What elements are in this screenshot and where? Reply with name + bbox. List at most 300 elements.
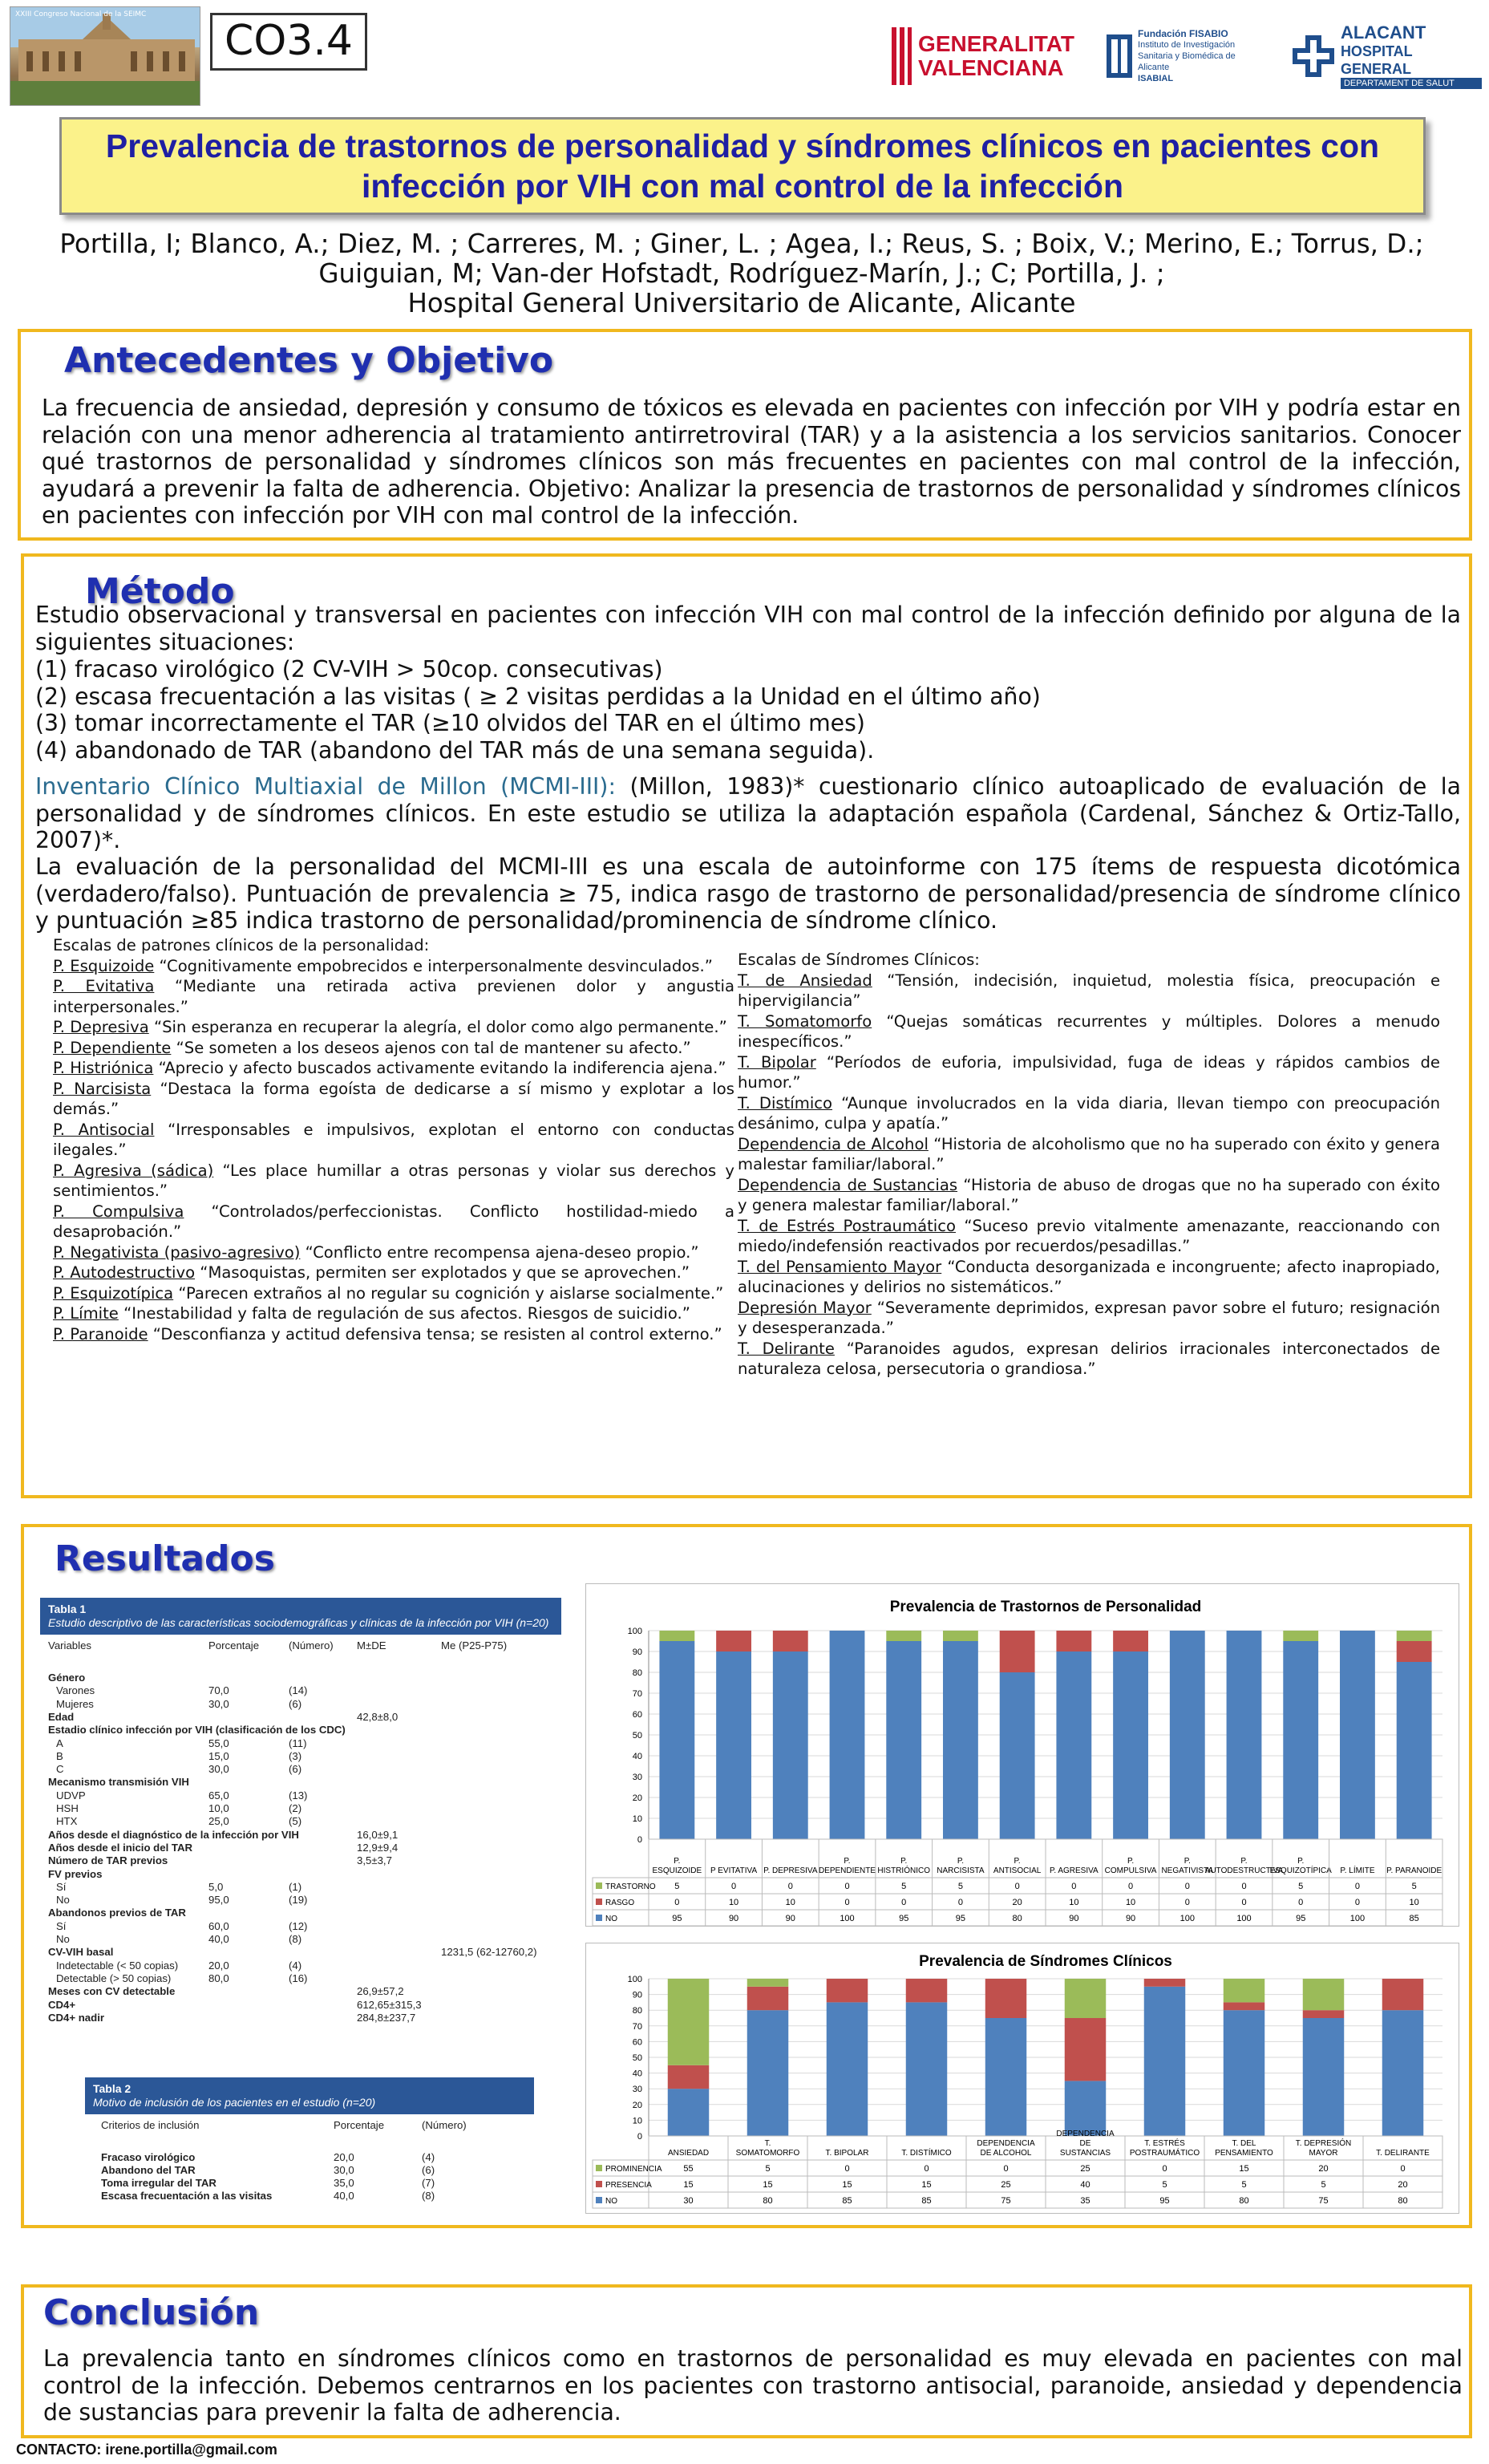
personality-scale-item bbox=[53, 1262, 734, 1283]
table-cell: (13) bbox=[289, 1789, 308, 1801]
table-cell: 5,0 bbox=[208, 1880, 224, 1893]
syndrome-scale-item bbox=[738, 1011, 1440, 1052]
data-label: 0 bbox=[1128, 1882, 1134, 1891]
bar-segment-presencia bbox=[1144, 1979, 1185, 1987]
table-cell: (4) bbox=[289, 1959, 302, 1972]
personality-scale-name: P. Esquizoide bbox=[53, 956, 155, 975]
bar-segment-presencia bbox=[1382, 1979, 1423, 2010]
syndrome-scale-name: Dependencia de Sustancias bbox=[738, 1175, 958, 1194]
table-cell: 80,0 bbox=[208, 1972, 229, 1984]
data-label: 15 bbox=[842, 2180, 852, 2190]
table-header-cell: Porcentaje bbox=[334, 2119, 385, 2131]
syndrome-scale-name: T. Somatomorfo bbox=[738, 1011, 872, 1031]
y-tick-label: 50 bbox=[632, 1731, 642, 1741]
bar-segment-no bbox=[1065, 2081, 1106, 2136]
author-block bbox=[32, 229, 1451, 318]
table-cell: Mecanismo transmisión VIH bbox=[48, 1776, 189, 1789]
bar-segment-no bbox=[1303, 2018, 1344, 2136]
data-label: 20 bbox=[1012, 1898, 1022, 1907]
data-label: 85 bbox=[921, 2196, 932, 2206]
table-cell: (4) bbox=[422, 2151, 435, 2163]
data-label: 0 bbox=[1241, 1882, 1247, 1891]
personality-scale-item bbox=[53, 1038, 734, 1059]
y-tick-label: 100 bbox=[627, 1975, 642, 1984]
category-label: ESQUIZOIDE bbox=[652, 1866, 702, 1875]
personality-scale-desc: “Aprecio y afecto buscados activamente evitando la indiferencia ajena.” bbox=[153, 1059, 726, 1077]
table-cell: 3,5±3,7 bbox=[357, 1854, 392, 1867]
personality-scale-name: P. Histriónica bbox=[53, 1059, 154, 1077]
personality-scale-name: P. Antisocial bbox=[53, 1120, 155, 1139]
bar-segment-no bbox=[943, 1641, 978, 1839]
table-cell: (8) bbox=[422, 2190, 435, 2202]
table-cell: 20,0 bbox=[334, 2151, 354, 2163]
table-cell: No bbox=[56, 1933, 70, 1945]
y-tick-label: 50 bbox=[632, 2053, 642, 2063]
y-tick-label: 10 bbox=[632, 1814, 642, 1824]
data-label: 90 bbox=[1125, 1914, 1136, 1923]
personality-scale-name: P. Compulsiva bbox=[53, 1202, 184, 1221]
legend-swatch bbox=[596, 1882, 602, 1889]
metodo-section bbox=[21, 553, 1472, 1498]
table-cell: 612,65±315,3 bbox=[357, 1998, 422, 2011]
table-cell: Escasa frecuentación a las visitas bbox=[101, 2190, 273, 2202]
isabial-line1: Fundación FISABIO bbox=[1138, 28, 1228, 39]
bar-segment-no bbox=[906, 2002, 947, 2136]
syndrome-scale-desc: “Tensión, indecisión, inquietud, molestia física, preocupación e hipervigilancia” bbox=[738, 971, 1440, 1010]
syndrome-scale-name: Dependencia de Alcohol bbox=[738, 1134, 929, 1153]
data-label: 0 bbox=[957, 1898, 963, 1907]
table-cell: (7) bbox=[422, 2177, 435, 2189]
resultados-section bbox=[21, 1524, 1472, 2228]
data-label: 0 bbox=[1003, 2164, 1009, 2174]
data-label: 5 bbox=[1241, 2180, 1247, 2190]
table-row bbox=[593, 2192, 1442, 2208]
data-label: 10 bbox=[728, 1898, 739, 1907]
table-cell: CV-VIH basal bbox=[48, 1946, 114, 1959]
data-label: 55 bbox=[683, 2164, 694, 2174]
table-header-cell: (Número) bbox=[422, 2119, 467, 2131]
table-cell: 25,0 bbox=[208, 1815, 229, 1828]
tabla1-title: Tabla 1 bbox=[48, 1603, 87, 1615]
y-tick-label: 0 bbox=[637, 1835, 642, 1845]
personality-scale-name: P. Límite bbox=[53, 1304, 119, 1323]
data-label: 80 bbox=[1012, 1914, 1022, 1923]
data-label: 15 bbox=[763, 2180, 773, 2190]
table-cell: Meses con CV detectable bbox=[48, 1985, 176, 1998]
category-label: P. DEPRESIVA bbox=[763, 1866, 818, 1875]
criterion-item: (3) tomar incorrectamente el TAR (≥10 olvidos del TAR en el último mes) bbox=[35, 710, 865, 736]
y-tick-label: 60 bbox=[632, 1710, 642, 1720]
category-label: P. bbox=[900, 1857, 908, 1866]
personality-scale-name: P. Narcisista bbox=[53, 1079, 152, 1098]
data-label: 5 bbox=[765, 2164, 771, 2174]
data-label: 95 bbox=[1296, 1914, 1306, 1923]
category-label: P. bbox=[1127, 1857, 1135, 1866]
bar-segment-presencia bbox=[1303, 2010, 1344, 2018]
bar-segment-no bbox=[1397, 1662, 1432, 1839]
hospital-cross-icon bbox=[1289, 32, 1336, 80]
gva-line2: VALENCIANA bbox=[918, 55, 1064, 80]
table-cell: Sí bbox=[56, 1919, 67, 1932]
category-label: SUSTANCIAS bbox=[1059, 2149, 1111, 2158]
tabla1-subtitle: Estudio descriptivo de las características sociodemográficas y clínicas de la infección por VIH (n=20) bbox=[48, 1616, 549, 1629]
y-tick-label: 60 bbox=[632, 2037, 642, 2048]
syndrome-scale-item bbox=[738, 1339, 1440, 1380]
table-cell: 26,9±57,2 bbox=[357, 1985, 404, 1998]
bar-segment-presencia bbox=[1224, 2002, 1264, 2010]
bar-segment-prominencia bbox=[1303, 1979, 1344, 2010]
hga-line2: HOSPITAL GENERAL bbox=[1340, 43, 1413, 77]
data-label: 0 bbox=[787, 1882, 793, 1891]
category-label: T. DEL bbox=[1232, 2139, 1256, 2148]
isabial-logo bbox=[1105, 18, 1265, 95]
table-cell: No bbox=[56, 1894, 70, 1907]
data-label: 0 bbox=[901, 1898, 907, 1907]
poster-title: Prevalencia de trastornos de personalidad y síndromes clínicos en pacientes con infección por VIH con mal control de la infección bbox=[105, 128, 1380, 205]
personality-chart-svg bbox=[586, 1584, 1459, 1926]
table-cell: Toma irregular del TAR bbox=[101, 2177, 216, 2189]
syndrome-scales bbox=[738, 950, 1440, 1380]
y-tick-label: 80 bbox=[632, 2006, 642, 2016]
data-label: 0 bbox=[1354, 1882, 1360, 1891]
category-label: P. bbox=[844, 1857, 851, 1866]
data-label: 5 bbox=[957, 1882, 963, 1891]
table-cell: 95,0 bbox=[208, 1894, 229, 1907]
table-cell: Estadio clínico infección por VIH (clasificación de los CDC) bbox=[48, 1724, 346, 1737]
personality-scale-desc: “Masoquistas, permiten ser explotados y que se aprovechen.” bbox=[195, 1263, 690, 1282]
personality-scale-name: P. Paranoide bbox=[53, 1324, 148, 1343]
resultados-heading: Resultados bbox=[55, 1538, 275, 1579]
y-tick-label: 20 bbox=[632, 2100, 642, 2110]
y-tick-label: 40 bbox=[632, 1752, 642, 1761]
table-cell: 30,0 bbox=[208, 1763, 229, 1776]
table-cell: 15,0 bbox=[208, 1749, 229, 1762]
category-label: P. AGRESIVA bbox=[1049, 1866, 1099, 1875]
legend-swatch bbox=[596, 2165, 602, 2171]
bar-segment-rasgo bbox=[773, 1631, 808, 1651]
personality-scale-name: P. Autodestructivo bbox=[53, 1263, 196, 1282]
bar-segment-no bbox=[1056, 1651, 1091, 1839]
personality-scale-desc: “Conflicto entre recompensa ajena-deseo propio.” bbox=[300, 1242, 699, 1262]
personality-scale-desc: “Les place humillar a otras personas y violar sus derechos y sentimientos.” bbox=[53, 1161, 735, 1200]
category-label: P. bbox=[1240, 1857, 1248, 1866]
data-label: 0 bbox=[1071, 1882, 1077, 1891]
data-label: 85 bbox=[842, 2196, 852, 2206]
syndrome-scale-item bbox=[738, 1175, 1440, 1216]
personality-scale-item bbox=[53, 1120, 734, 1161]
data-label: 0 bbox=[1298, 1898, 1304, 1907]
data-label: 0 bbox=[1014, 1882, 1020, 1891]
legend-label: NO bbox=[605, 2197, 617, 2206]
category-label: HISTRIÓNICO bbox=[877, 1866, 930, 1875]
table-header-cell: M±DE bbox=[357, 1639, 386, 1651]
personality-scale-desc: “Desconfianza y actitud defensiva tensa; se resisten al control externo.” bbox=[148, 1324, 722, 1343]
data-label: 0 bbox=[1162, 2164, 1167, 2174]
table-cell: (6) bbox=[289, 1697, 302, 1710]
legend-swatch bbox=[596, 1899, 602, 1905]
syndrome-scale-item bbox=[738, 971, 1440, 1011]
syndrome-scale-desc: “Historia de abuso de drogas que no ha superado con éxito y genera malestar familiar/laboral.” bbox=[738, 1175, 1440, 1214]
data-label: 30 bbox=[683, 2196, 694, 2206]
table-cell: 20,0 bbox=[208, 1959, 229, 1972]
data-label: 90 bbox=[1069, 1914, 1079, 1923]
isabial-line4: ISABIAL bbox=[1138, 74, 1174, 83]
table-cell: (2) bbox=[289, 1802, 302, 1814]
table-cell: CD4+ bbox=[48, 1998, 76, 2011]
personality-scales bbox=[53, 935, 734, 1344]
table-cell: Abandono del TAR bbox=[101, 2164, 196, 2176]
syndrome-scale-item bbox=[738, 1298, 1440, 1339]
data-label: 0 bbox=[1184, 1882, 1190, 1891]
y-tick-label: 100 bbox=[627, 1627, 642, 1636]
category-label: ESQUIZOTÍPICA bbox=[1269, 1866, 1332, 1875]
table-header-cell: Porcentaje bbox=[208, 1639, 260, 1651]
syndrome-scale-name: T. Distímico bbox=[738, 1093, 833, 1112]
bar-segment-prominencia bbox=[668, 1979, 709, 2065]
table-cell: (5) bbox=[289, 1815, 302, 1828]
table-cell: (6) bbox=[289, 1763, 302, 1776]
gva-emblem-icon bbox=[888, 24, 912, 88]
syndrome-scale-item bbox=[738, 1134, 1440, 1175]
y-tick-label: 90 bbox=[632, 1647, 642, 1657]
syndrome-scale-name: Depresión Mayor bbox=[738, 1298, 872, 1317]
table-cell: Edad bbox=[48, 1710, 75, 1723]
personality-scale-item bbox=[53, 1283, 734, 1304]
bar-segment-no bbox=[1283, 1641, 1318, 1839]
personality-scale-desc: “Inestabilidad y falta de regulación de sus afectos. Riesgos de suicidio.” bbox=[118, 1304, 690, 1323]
data-label: 10 bbox=[1069, 1898, 1079, 1907]
tabla2-subtitle: Motivo de inclusión de los pacientes en el estudio (n=20) bbox=[93, 2096, 376, 2109]
table-cell: 60,0 bbox=[208, 1919, 229, 1932]
bar-segment-rasgo bbox=[1113, 1631, 1148, 1651]
data-label: 15 bbox=[1239, 2164, 1249, 2174]
data-label: 0 bbox=[844, 1898, 850, 1907]
data-label: 5 bbox=[901, 1882, 907, 1891]
author-list: Portilla, I; Blanco, A.; Diez, M. ; Carreres, M. ; Giner, L. ; Agea, I.; Reus, S. ; Boix, V.; Merino, E.; Torrus, D.; Guiguian, M; Van-der Hofstadt, Rodríguez-Marín, J.; C; Portilla, J. ; bbox=[59, 229, 1424, 289]
table-cell: Detectable (> 50 copias) bbox=[56, 1972, 172, 1984]
metodo-intro: Estudio observacional y transversal en pacientes con infección VIH con mal control de la infección definido por alguna de la siguientes situaciones: bbox=[35, 602, 1461, 655]
category-label: MAYOR bbox=[1309, 2149, 1338, 2158]
table-cell: (12) bbox=[289, 1919, 308, 1932]
table-header-cell: Variables bbox=[48, 1639, 91, 1651]
bar-segment-no bbox=[659, 1641, 694, 1839]
category-label: NEGATIVISTA bbox=[1161, 1866, 1214, 1875]
table-cell: 16,0±9,1 bbox=[357, 1828, 399, 1841]
bar-segment-prominencia bbox=[1065, 1979, 1106, 2018]
category-label: P. bbox=[1014, 1857, 1021, 1866]
data-label: 0 bbox=[844, 1882, 850, 1891]
bar-segment-trastorno bbox=[1283, 1631, 1318, 1641]
data-label: 0 bbox=[1400, 2164, 1406, 2174]
bar-segment-no bbox=[985, 2018, 1026, 2136]
personality-scale-desc: “Mediante una retirada activa previenen dolor y angustia interpersonales.” bbox=[53, 977, 734, 1016]
bar-segment-no bbox=[886, 1641, 921, 1839]
category-label: P. PARANOIDE bbox=[1386, 1866, 1442, 1875]
table-cell: Indetectable (< 50 copias) bbox=[56, 1959, 179, 1972]
personality-scale-desc: “Sin esperanza en recuperar la alegría, el dolor como algo permanente.” bbox=[148, 1018, 727, 1036]
bar-segment-no bbox=[1144, 1987, 1185, 2136]
personality-scale-item bbox=[53, 1017, 734, 1038]
category-label: P. bbox=[674, 1857, 681, 1866]
syndrome-scale-item bbox=[738, 1093, 1440, 1134]
data-label: 95 bbox=[672, 1914, 682, 1923]
data-label: 100 bbox=[1179, 1914, 1195, 1923]
criteria-list bbox=[35, 656, 1461, 764]
data-label: 35 bbox=[1080, 2196, 1090, 2206]
table-cell: Abandonos previos de TAR bbox=[48, 1907, 186, 1919]
conclusion-heading: Conclusión bbox=[43, 2292, 260, 2333]
generalitat-logo bbox=[888, 18, 1074, 95]
contact-email[interactable]: CONTACTO: irene.portilla@gmail.com bbox=[16, 2442, 277, 2458]
evaluation-paragraph: La evaluación de la personalidad del MCMI-III es una escala de autoinforme con 175 ítems de respuesta dicotómica (verdadero/falso). Puntuación de prevalencia ≥ 75, indica rasgo de trastorno de personalidad/presencia de síndrome clínico y puntuación ≥85 indica trastorno de personalidad/prominencia de síndrome clínico. bbox=[35, 853, 1461, 934]
table-cell: 40,0 bbox=[208, 1933, 229, 1945]
category-label: T. DEPRESIÓN bbox=[1295, 2139, 1352, 2148]
data-label: 15 bbox=[683, 2180, 694, 2190]
bar-segment-no bbox=[747, 2010, 788, 2136]
table-cell: Mujeres bbox=[56, 1697, 94, 1710]
category-label: AUTODESTRUCTIVA bbox=[1204, 1866, 1284, 1875]
table-cell: 42,8±8,0 bbox=[357, 1710, 399, 1723]
syndrome-scale-desc: “Paranoides agudos, expresan delirios irracionales interconectados de naturaleza celosa, persecutoria o grandiosa.” bbox=[738, 1339, 1441, 1378]
data-label: 5 bbox=[1162, 2180, 1167, 2190]
category-label: DEPENDIENTE bbox=[818, 1866, 876, 1875]
data-label: 75 bbox=[1001, 2196, 1011, 2206]
table-cell: (6) bbox=[422, 2164, 435, 2176]
data-label: 100 bbox=[1236, 1914, 1252, 1923]
syndrome-scale-name: T. del Pensamiento Mayor bbox=[738, 1257, 942, 1276]
data-label: 5 bbox=[1411, 1882, 1417, 1891]
personality-scale-desc: “Cognitivamente empobrecidos e interpersonalmente desvinculados.” bbox=[154, 956, 713, 975]
table-cell: CD4+ nadir bbox=[48, 2011, 104, 2024]
bar-segment-rasgo bbox=[1056, 1631, 1091, 1651]
abstract-code: CO3.4 bbox=[210, 13, 367, 71]
bar-segment-no bbox=[1224, 2010, 1264, 2136]
personality-scale-name: P. Evitativa bbox=[53, 977, 155, 995]
antecedentes-section bbox=[18, 329, 1472, 541]
syndrome-scale-name: T. Bipolar bbox=[738, 1052, 816, 1072]
category-label: P EVITATIVA bbox=[710, 1866, 758, 1875]
table-cell: Años desde el diagnóstico de la infección por VIH bbox=[48, 1828, 299, 1841]
hospital-logo bbox=[1289, 18, 1482, 95]
personality-scale-name: P. Agresiva (sádica) bbox=[53, 1161, 214, 1180]
table-cell: UDVP bbox=[56, 1789, 86, 1801]
metodo-heading: Método bbox=[85, 571, 235, 612]
isabial-line3: Sanitaria y Biomédica de Alicante bbox=[1138, 51, 1236, 72]
data-label: 0 bbox=[1241, 1898, 1247, 1907]
bar-segment-no bbox=[1227, 1631, 1262, 1839]
chart-title: Prevalencia de Síndromes Clínicos bbox=[919, 1953, 1172, 1970]
syndrome-scale-desc: “Suceso previo vitalmente amenazante, reaccionando con miedo/indefensión reactivados por recuerdos/pesadillas.” bbox=[738, 1216, 1440, 1255]
bar-segment-no bbox=[830, 1631, 865, 1839]
personality-scale-item bbox=[53, 976, 734, 1017]
category-label: T. ESTRÉS bbox=[1144, 2139, 1185, 2148]
syndrome-scale-desc: “Conducta desorganizada e incongruente; afecto inapropiado, alucinaciones y delirios no sistemáticos.” bbox=[738, 1257, 1440, 1296]
data-label: 0 bbox=[731, 1882, 737, 1891]
table-cell: FV previos bbox=[48, 1867, 103, 1880]
title-banner bbox=[59, 117, 1426, 215]
hga-line1: ALACANT bbox=[1340, 22, 1426, 43]
data-label: 95 bbox=[899, 1914, 909, 1923]
y-tick-label: 80 bbox=[632, 1668, 642, 1678]
category-label: T. DELIRANTE bbox=[1376, 2149, 1430, 2158]
personality-scale-item bbox=[53, 956, 734, 977]
table-cell: HSH bbox=[56, 1802, 79, 1814]
y-tick-label: 70 bbox=[632, 2021, 642, 2032]
category-label: T. DISTÍMICO bbox=[901, 2149, 952, 2158]
syndrome-scale-desc: “Severamente deprimidos, expresan pavor sobre el futuro; resignación y desesperanzada.” bbox=[738, 1298, 1440, 1337]
table-header-cell: Me (P25-P75) bbox=[441, 1639, 508, 1651]
data-label: 100 bbox=[1349, 1914, 1366, 1923]
table-cell: Varones bbox=[56, 1684, 95, 1697]
data-label: 0 bbox=[674, 1898, 680, 1907]
bar-segment-prominencia bbox=[1224, 1979, 1264, 2002]
antecedentes-heading: Antecedentes y Objetivo bbox=[64, 340, 554, 381]
personality-scale-item bbox=[53, 1161, 734, 1202]
bar-segment-no bbox=[716, 1651, 751, 1839]
syndrome-scale-desc: “Aunque involucrados en la vida diaria, llevan tiempo con preocupación desánimo, culpa y apatía.” bbox=[738, 1093, 1440, 1133]
table-cell: 70,0 bbox=[208, 1684, 229, 1697]
table-row bbox=[593, 2176, 1442, 2192]
data-label: 80 bbox=[1239, 2196, 1249, 2206]
table-cell: A bbox=[56, 1737, 63, 1749]
data-label: 100 bbox=[840, 1914, 855, 1923]
y-tick-label: 20 bbox=[632, 1793, 642, 1803]
data-label: 20 bbox=[1318, 2164, 1329, 2174]
y-tick-label: 0 bbox=[637, 2132, 642, 2142]
table-cell: (8) bbox=[289, 1933, 302, 1945]
data-label: 80 bbox=[763, 2196, 773, 2206]
data-label: 5 bbox=[674, 1882, 680, 1891]
y-tick-label: 70 bbox=[632, 1689, 642, 1699]
data-label: 10 bbox=[1125, 1898, 1136, 1907]
personality-scale-name: P. Esquizotípica bbox=[53, 1283, 174, 1303]
personality-scale-item bbox=[53, 1242, 734, 1263]
legend-swatch bbox=[596, 2181, 602, 2187]
table-cell: B bbox=[56, 1749, 63, 1762]
bar-segment-rasgo bbox=[1000, 1631, 1035, 1672]
tabla2-header bbox=[85, 2077, 534, 2114]
bar-segment-trastorno bbox=[1397, 1631, 1432, 1641]
category-label: DE bbox=[1079, 2139, 1091, 2148]
isabial-emblem-icon bbox=[1105, 28, 1133, 84]
table-cell: 35,0 bbox=[334, 2177, 354, 2189]
bar-segment-presencia bbox=[985, 1979, 1026, 2018]
bar-segment-no bbox=[1382, 2010, 1423, 2136]
gva-line1: GENERALITAT bbox=[918, 31, 1074, 56]
syndrome-scales-heading: Escalas de Síndromes Clínicos: bbox=[738, 950, 980, 969]
category-label: P. bbox=[1184, 1857, 1191, 1866]
table-cell: (11) bbox=[289, 1737, 307, 1749]
personality-scale-desc: “Se someten a los deseos ajenos con tal de mantener su afecto.” bbox=[171, 1038, 691, 1057]
antecedentes-text: La frecuencia de ansiedad, depresión y consumo de tóxicos es elevada en pacientes con infección por VIH y podría estar en relación con una menor adherencia al tratamiento antirretroviral (TAR) y a la asistencia a los servicios sanitarios. Conocer qué trastornos de personalidad y síndromes clínicos son más frecuentes en pacientes con mal control de la infección, ayudará a prevenir la falta de adherencia. Objetivo: Analizar la presencia de trastornos de personalidad y síndromes clínicos en pacientes con infección por VIH con mal control de la infección. bbox=[42, 395, 1461, 529]
personality-scale-item bbox=[53, 1324, 734, 1345]
personality-scale-item bbox=[53, 1079, 734, 1120]
syndrome-scale-desc: “Períodos de euforia, impulsividad, fuga de ideas y rápidos cambios de humor.” bbox=[738, 1052, 1440, 1092]
millon-text: (Millon, 1983)* cuestionario clínico autoaplicado de evaluación de la personalidad y de síndromes clínicos. En este estudio se utiliza la adaptación española (Cardenal, Sánchez & Ortiz-Tallo, 2007)*. bbox=[35, 773, 1462, 853]
building-illustration bbox=[10, 7, 200, 106]
personality-scale-desc: “Destaca la forma egoísta de dedicarse a sí mismo y explotar a los demás.” bbox=[53, 1079, 734, 1118]
table-cell: (1) bbox=[289, 1880, 302, 1893]
data-label: 20 bbox=[1398, 2180, 1408, 2190]
table-cell: (3) bbox=[289, 1749, 302, 1762]
category-label: DEPENDENCIA bbox=[1056, 2130, 1115, 2138]
syndrome-chart-svg bbox=[586, 1943, 1459, 2213]
legend-label: RASGO bbox=[605, 1899, 635, 1907]
photo-caption: XXIII Congreso Nacional de la SEIMC bbox=[15, 10, 147, 18]
personality-chart bbox=[585, 1583, 1459, 1927]
category-label: COMPULSIVA bbox=[1104, 1866, 1157, 1875]
table-cell: C bbox=[56, 1763, 64, 1776]
